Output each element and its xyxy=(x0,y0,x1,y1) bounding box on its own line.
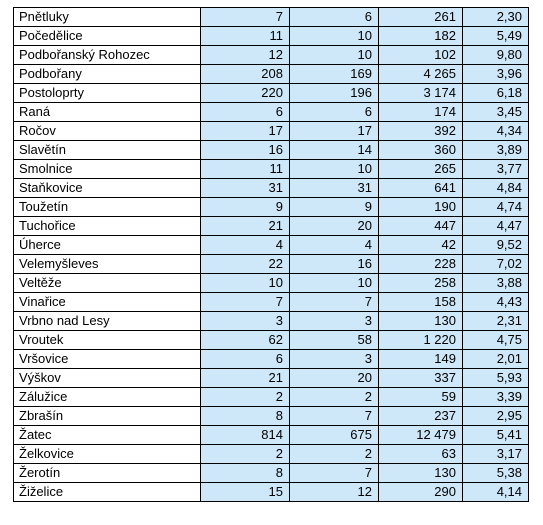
value-cell-1[interactable]: 7 xyxy=(201,8,290,27)
value-cell-1[interactable]: 21 xyxy=(201,369,290,388)
municipality-name-cell[interactable]: Postoloprty xyxy=(14,84,201,103)
value-cell-2[interactable]: 10 xyxy=(290,160,379,179)
value-cell-3[interactable]: 130 xyxy=(379,312,463,331)
value-cell-2[interactable]: 6 xyxy=(290,103,379,122)
table-row xyxy=(14,445,529,464)
value-cell-1[interactable]: 21 xyxy=(201,217,290,236)
value-cell-4[interactable]: 6,18 xyxy=(463,84,529,103)
value-cell-1[interactable]: 8 xyxy=(201,407,290,426)
municipality-name-cell[interactable]: Výškov xyxy=(14,369,201,388)
value-cell-1[interactable]: 9 xyxy=(201,198,290,217)
municipality-name-cell[interactable]: Slavětín xyxy=(14,141,201,160)
value-cell-4[interactable]: 3,89 xyxy=(463,141,529,160)
municipality-name-cell[interactable]: Zálužice xyxy=(14,388,201,407)
value-cell-1[interactable]: 22 xyxy=(201,255,290,274)
value-cell-2[interactable]: 7 xyxy=(290,407,379,426)
municipality-name-cell[interactable]: Žatec xyxy=(14,426,201,445)
table-row xyxy=(14,464,529,483)
value-cell-1[interactable]: 3 xyxy=(201,312,290,331)
municipality-name-cell[interactable]: Ročov xyxy=(14,122,201,141)
value-cell-1[interactable]: 2 xyxy=(201,388,290,407)
value-cell-3[interactable]: 261 xyxy=(379,8,463,27)
value-cell-2[interactable]: 10 xyxy=(290,274,379,293)
value-cell-4[interactable]: 3,96 xyxy=(463,65,529,84)
value-cell-4[interactable]: 2,31 xyxy=(463,312,529,331)
value-cell-1[interactable]: 10 xyxy=(201,274,290,293)
value-cell-3[interactable]: 182 xyxy=(379,27,463,46)
municipality-name-cell[interactable]: Smolnice xyxy=(14,160,201,179)
value-cell-4[interactable]: 9,80 xyxy=(463,46,529,65)
value-cell-4[interactable]: 3,17 xyxy=(463,445,529,464)
value-cell-3[interactable]: 12 479 xyxy=(379,426,463,445)
spreadsheet xyxy=(13,7,529,502)
table-row xyxy=(14,426,529,445)
table-row xyxy=(14,483,529,502)
value-cell-3[interactable]: 265 xyxy=(379,160,463,179)
value-cell-3[interactable]: 158 xyxy=(379,293,463,312)
table-row xyxy=(14,46,529,65)
municipality-name-cell[interactable]: Vinařice xyxy=(14,293,201,312)
value-cell-3[interactable]: 3 174 xyxy=(379,84,463,103)
municipality-name-cell[interactable]: Raná xyxy=(14,103,201,122)
municipality-name-cell[interactable]: Velemyšleves xyxy=(14,255,201,274)
value-cell-1[interactable]: 8 xyxy=(201,464,290,483)
municipality-name-cell[interactable]: Vroutek xyxy=(14,331,201,350)
municipality-name-cell[interactable]: Zbrašín xyxy=(14,407,201,426)
value-cell-2[interactable]: 4 xyxy=(290,236,379,255)
value-cell-3[interactable]: 228 xyxy=(379,255,463,274)
municipality-name-cell[interactable]: Tuchořice xyxy=(14,217,201,236)
value-cell-1[interactable]: 62 xyxy=(201,331,290,350)
municipality-name-cell[interactable]: Veltěže xyxy=(14,274,201,293)
value-cell-2[interactable]: 14 xyxy=(290,141,379,160)
value-cell-1[interactable]: 2 xyxy=(201,445,290,464)
municipality-name-cell[interactable]: Úherce xyxy=(14,236,201,255)
table-row xyxy=(14,27,529,46)
value-cell-1[interactable]: 11 xyxy=(201,160,290,179)
value-cell-2[interactable]: 2 xyxy=(290,445,379,464)
value-cell-3[interactable]: 337 xyxy=(379,369,463,388)
value-cell-2[interactable]: 9 xyxy=(290,198,379,217)
value-cell-2[interactable]: 6 xyxy=(290,8,379,27)
table-row xyxy=(14,8,529,27)
value-cell-4[interactable]: 4,47 xyxy=(463,217,529,236)
municipality-name-cell[interactable]: Podbořanský Rohozec xyxy=(14,46,201,65)
value-cell-1[interactable]: 4 xyxy=(201,236,290,255)
value-cell-3[interactable]: 237 xyxy=(379,407,463,426)
value-cell-2[interactable]: 10 xyxy=(290,46,379,65)
table-row xyxy=(14,255,529,274)
value-cell-2[interactable]: 675 xyxy=(290,426,379,445)
value-cell-3[interactable]: 130 xyxy=(379,464,463,483)
municipality-name-cell[interactable]: Vršovice xyxy=(14,350,201,369)
value-cell-4[interactable]: 7,02 xyxy=(463,255,529,274)
table-row xyxy=(14,369,529,388)
value-cell-2[interactable]: 12 xyxy=(290,483,379,502)
value-cell-3[interactable]: 42 xyxy=(379,236,463,255)
value-cell-1[interactable]: 12 xyxy=(201,46,290,65)
value-cell-4[interactable]: 5,49 xyxy=(463,27,529,46)
value-cell-4[interactable]: 3,77 xyxy=(463,160,529,179)
value-cell-1[interactable]: 11 xyxy=(201,27,290,46)
value-cell-3[interactable]: 102 xyxy=(379,46,463,65)
value-cell-1[interactable]: 16 xyxy=(201,141,290,160)
value-cell-1[interactable]: 6 xyxy=(201,350,290,369)
value-cell-4[interactable]: 3,45 xyxy=(463,103,529,122)
municipality-name-cell[interactable]: Pnětluky xyxy=(14,8,201,27)
table-row xyxy=(14,274,529,293)
value-cell-3[interactable]: 63 xyxy=(379,445,463,464)
value-cell-4[interactable]: 4,74 xyxy=(463,198,529,217)
value-cell-2[interactable]: 20 xyxy=(290,369,379,388)
value-cell-4[interactable]: 4,43 xyxy=(463,293,529,312)
table-row xyxy=(14,350,529,369)
value-cell-3[interactable]: 4 265 xyxy=(379,65,463,84)
value-cell-4[interactable]: 3,88 xyxy=(463,274,529,293)
value-cell-3[interactable]: 290 xyxy=(379,483,463,502)
table-row xyxy=(14,103,529,122)
table-row xyxy=(14,312,529,331)
value-cell-3[interactable]: 641 xyxy=(379,179,463,198)
value-cell-4[interactable]: 5,41 xyxy=(463,426,529,445)
table-row xyxy=(14,84,529,103)
table-row xyxy=(14,236,529,255)
value-cell-2[interactable]: 7 xyxy=(290,293,379,312)
value-cell-2[interactable]: 169 xyxy=(290,65,379,84)
value-cell-3[interactable]: 1 220 xyxy=(379,331,463,350)
value-cell-1[interactable]: 31 xyxy=(201,179,290,198)
value-cell-1[interactable]: 208 xyxy=(201,65,290,84)
table-row xyxy=(14,407,529,426)
value-cell-4[interactable]: 4,84 xyxy=(463,179,529,198)
value-cell-4[interactable]: 4,75 xyxy=(463,331,529,350)
value-cell-4[interactable]: 2,01 xyxy=(463,350,529,369)
value-cell-3[interactable]: 447 xyxy=(379,217,463,236)
value-cell-2[interactable]: 3 xyxy=(290,312,379,331)
value-cell-4[interactable]: 5,93 xyxy=(463,369,529,388)
value-cell-2[interactable]: 58 xyxy=(290,331,379,350)
value-cell-1[interactable]: 15 xyxy=(201,483,290,502)
table-row xyxy=(14,293,529,312)
municipality-name-cell[interactable]: Vrbno nad Lesy xyxy=(14,312,201,331)
municipality-name-cell[interactable]: Žiželice xyxy=(14,483,201,502)
value-cell-3[interactable]: 190 xyxy=(379,198,463,217)
table-row xyxy=(14,331,529,350)
municipality-name-cell[interactable]: Počedělice xyxy=(14,27,201,46)
value-cell-4[interactable]: 5,38 xyxy=(463,464,529,483)
table-row xyxy=(14,388,529,407)
municipality-table xyxy=(13,7,529,502)
value-cell-2[interactable]: 16 xyxy=(290,255,379,274)
value-cell-1[interactable]: 7 xyxy=(201,293,290,312)
municipality-name-cell[interactable]: Želkovice xyxy=(14,445,201,464)
value-cell-2[interactable]: 2 xyxy=(290,388,379,407)
value-cell-2[interactable]: 20 xyxy=(290,217,379,236)
value-cell-4[interactable]: 2,95 xyxy=(463,407,529,426)
table-row xyxy=(14,122,529,141)
value-cell-3[interactable]: 174 xyxy=(379,103,463,122)
table-row xyxy=(14,65,529,84)
table-row xyxy=(14,160,529,179)
value-cell-3[interactable]: 149 xyxy=(379,350,463,369)
municipality-name-cell[interactable]: Žerotín xyxy=(14,464,201,483)
value-cell-2[interactable]: 7 xyxy=(290,464,379,483)
value-cell-4[interactable]: 3,39 xyxy=(463,388,529,407)
value-cell-3[interactable]: 59 xyxy=(379,388,463,407)
municipality-name-cell[interactable]: Toužetín xyxy=(14,198,201,217)
table-row xyxy=(14,179,529,198)
value-cell-2[interactable]: 196 xyxy=(290,84,379,103)
table-row xyxy=(14,198,529,217)
table-row xyxy=(14,141,529,160)
value-cell-4[interactable]: 4,14 xyxy=(463,483,529,502)
value-cell-4[interactable]: 9,52 xyxy=(463,236,529,255)
value-cell-2[interactable]: 3 xyxy=(290,350,379,369)
value-cell-2[interactable]: 31 xyxy=(290,179,379,198)
municipality-name-cell[interactable]: Staňkovice xyxy=(14,179,201,198)
municipality-name-cell[interactable]: Podbořany xyxy=(14,65,201,84)
value-cell-1[interactable]: 17 xyxy=(201,122,290,141)
value-cell-1[interactable]: 814 xyxy=(201,426,290,445)
value-cell-3[interactable]: 392 xyxy=(379,122,463,141)
value-cell-2[interactable]: 17 xyxy=(290,122,379,141)
value-cell-1[interactable]: 220 xyxy=(201,84,290,103)
value-cell-4[interactable]: 4,34 xyxy=(463,122,529,141)
table-row xyxy=(14,217,529,236)
value-cell-1[interactable]: 6 xyxy=(201,103,290,122)
value-cell-2[interactable]: 10 xyxy=(290,27,379,46)
value-cell-3[interactable]: 360 xyxy=(379,141,463,160)
table-body xyxy=(14,8,529,502)
value-cell-3[interactable]: 258 xyxy=(379,274,463,293)
value-cell-4[interactable]: 2,30 xyxy=(463,8,529,27)
